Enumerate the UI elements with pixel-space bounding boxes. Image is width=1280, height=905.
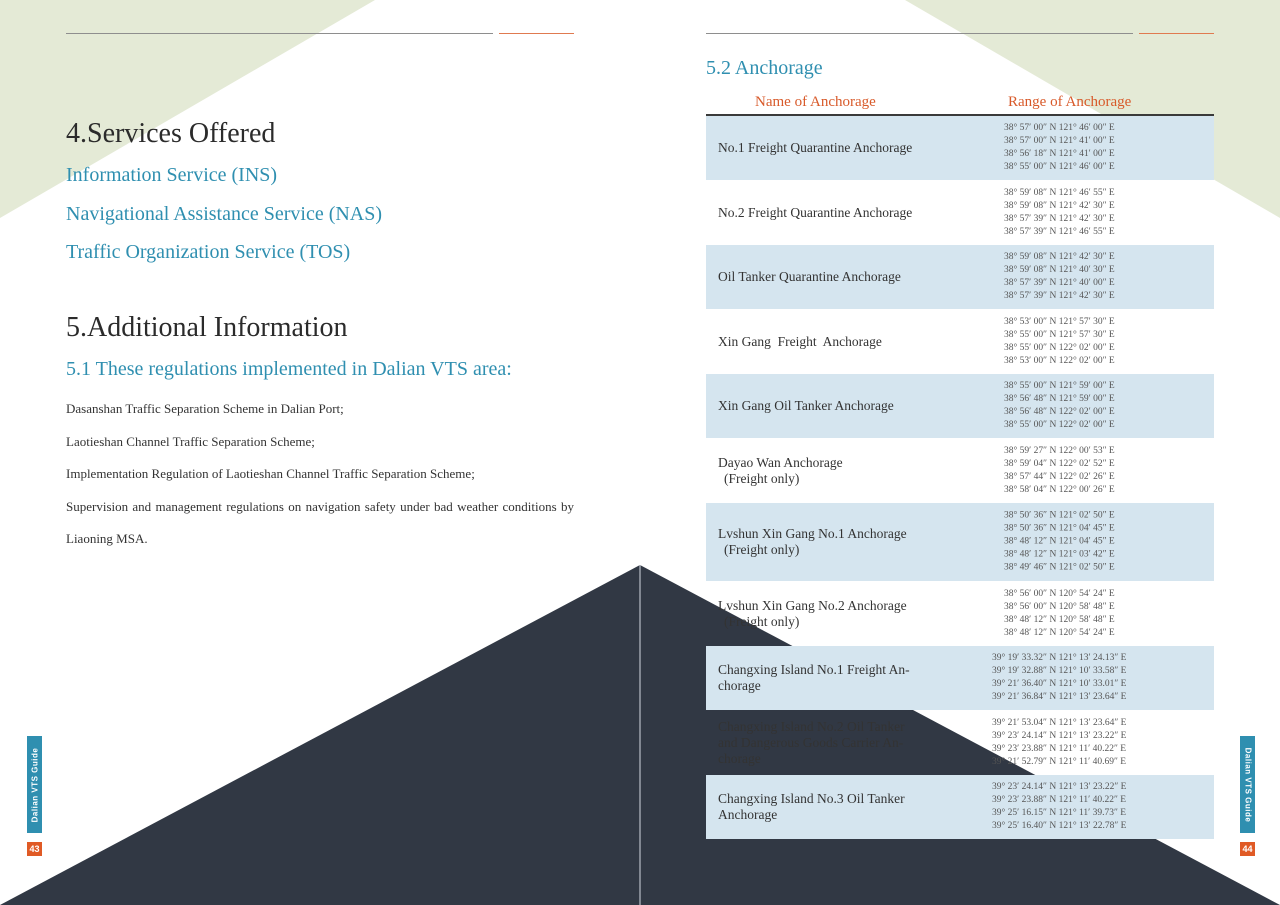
regulation-item: Supervision and management regulations on navigation safety under bad weather conditions by Liaoning MSA. (66, 498, 574, 546)
coord-line: 38° 57′ 00″ N 121° 41′ 00″ E (1004, 136, 1115, 146)
coord-line: 38° 56′ 00″ N 120° 54′ 24″ E (1004, 588, 1115, 599)
anchorage-name-text: Changxing Island No.3 Oil Tanker Anchorage (718, 791, 905, 822)
anchorage-name-text: No.1 Freight Quarantine Anchorage (718, 140, 913, 155)
right-page-number: 44 (1240, 842, 1255, 856)
column-header-name: Name of Anchorage (755, 94, 876, 110)
anchorage-name-note: (Freight only) (724, 613, 800, 629)
table-row (706, 438, 1214, 503)
coord-line: 38° 48′ 12″ N 120° 54′ 24″ E (1004, 627, 1115, 638)
anchorage-name (718, 598, 930, 630)
left-top-rule-gray (66, 33, 493, 34)
anchorage-name-text: Lvshun Xin Gang No.1 Anchorage (718, 526, 907, 541)
anchorage-name (718, 205, 930, 221)
table-row (706, 581, 1214, 646)
coord-line: 38° 58′ 04″ N 122° 00′ 26″ E (1004, 484, 1115, 495)
coord-line: 39° 25′ 16.40″ N 121° 13′ 22.78″ E (992, 821, 1127, 831)
regulations-list (66, 393, 574, 556)
coord-line: 38° 50′ 36″ N 121° 02′ 50″ E (1004, 510, 1115, 521)
coord-line: 39° 23′ 23.88″ N 121° 11′ 40.22″ E (992, 743, 1127, 754)
regulation-item: Laotieshan Channel Traffic Separation Scheme; (66, 433, 315, 449)
coord-line: 38° 57′ 39″ N 121° 46′ 55″ E (1004, 226, 1115, 237)
coord-line: 39° 21′ 36.84″ N 121° 13′ 23.64″ E (992, 692, 1127, 702)
coord-line: 38° 59′ 08″ N 121° 42′ 30″ E (1004, 252, 1115, 262)
coord-line: 38° 55′ 00″ N 121° 57′ 30″ E (1004, 329, 1115, 340)
anchorage-coords (1004, 445, 1115, 497)
coord-line: 38° 48′ 12″ N 120° 58′ 48″ E (1004, 614, 1115, 625)
anchorage-coords (992, 652, 1126, 704)
anchorage-name (718, 334, 930, 350)
coord-line: 38° 57′ 39″ N 121° 42′ 30″ E (1004, 291, 1115, 301)
anchorage-coords (1004, 588, 1115, 640)
coord-line: 38° 48′ 12″ N 121° 04′ 45″ E (1004, 536, 1115, 547)
coord-line: 38° 48′ 12″ N 121° 03′ 42″ E (1004, 549, 1115, 560)
coord-line: 39° 23′ 24.14″ N 121° 13′ 23.22″ E (992, 782, 1127, 792)
coord-line: 38° 55′ 00″ N 121° 46′ 00″ E (1004, 162, 1115, 172)
anchorage-name (718, 398, 930, 414)
section-5-title: 5.Additional Information (66, 312, 348, 343)
coord-line: 38° 57′ 00″ N 121° 46′ 00″ E (1004, 123, 1115, 133)
anchorage-name (718, 455, 930, 487)
table-row (706, 775, 1214, 839)
anchorage-coords (1004, 122, 1115, 174)
anchorage-name-text: Xin Gang Oil Tanker Anchorage (718, 398, 894, 413)
table-row (706, 503, 1214, 581)
table-row (706, 309, 1214, 374)
coord-line: 38° 55′ 00″ N 122° 02′ 00″ E (1004, 342, 1115, 353)
anchorage-name (718, 791, 926, 823)
service-nas: Navigational Assistance Service (NAS) (66, 203, 383, 225)
coord-line: 38° 59′ 08″ N 121° 40′ 30″ E (1004, 265, 1115, 275)
section-5-2-title: 5.2 Anchorage (706, 57, 823, 79)
anchorage-name-text: Xin Gang Freight Anchorage (718, 333, 882, 349)
coord-line: 39° 25′ 16.15″ N 121° 11′ 39.73″ E (992, 808, 1127, 818)
anchorage-name (718, 719, 926, 767)
coord-line: 38° 57′ 39″ N 121° 40′ 00″ E (1004, 278, 1115, 288)
anchorage-coords (992, 717, 1126, 769)
coord-line: 38° 56′ 00″ N 120° 58′ 48″ E (1004, 601, 1115, 612)
service-tos: Traffic Organization Service (TOS) (66, 241, 351, 263)
right-side-label: Dalian VTS Guide (1243, 747, 1252, 822)
section-5-1-title: 5.1 These regulations implemented in Dalian VTS area: (66, 358, 512, 380)
coord-line: 39° 21′ 36.40″ N 121° 10′ 33.01″ E (992, 679, 1127, 689)
table-row (706, 180, 1214, 245)
coord-line: 38° 50′ 36″ N 121° 04′ 45″ E (1004, 523, 1115, 534)
coord-line: 38° 53′ 00″ N 121° 57′ 30″ E (1004, 316, 1115, 327)
anchorage-coords (1004, 380, 1115, 432)
coord-line: 38° 55′ 00″ N 121° 59′ 00″ E (1004, 381, 1115, 391)
anchorage-name-note: (Freight only) (724, 542, 800, 557)
coord-line: 38° 56′ 48″ N 121° 59′ 00″ E (1004, 394, 1115, 404)
coord-line: 38° 59′ 04″ N 122° 02′ 52″ E (1004, 458, 1115, 469)
anchorage-name (718, 526, 930, 558)
anchorage-name (718, 662, 926, 694)
coord-line: 39° 23′ 24.14″ N 121° 13′ 23.22″ E (992, 730, 1127, 741)
column-header-range: Range of Anchorage (1008, 94, 1132, 110)
anchorage-name-text: Changxing Island No.2 Oil Tanker and Dangerous Goods Carrier An-chorage (718, 718, 905, 766)
table-row (706, 646, 1214, 710)
coord-line: 39° 21′ 52.79″ N 121° 11′ 40.69″ E (992, 756, 1127, 767)
coord-line: 38° 59′ 08″ N 121° 42′ 30″ E (1004, 200, 1115, 211)
left-side-label: Dalian VTS Guide (30, 747, 39, 822)
regulation-item: Dasanshan Traffic Separation Scheme in Dalian Port; (66, 401, 344, 416)
table-row (706, 374, 1214, 438)
left-side-tab (27, 736, 42, 833)
left-page-number: 43 (27, 842, 42, 856)
anchorage-coords (1004, 316, 1115, 368)
coord-line: 39° 19′ 32.88″ N 121° 10′ 33.58″ E (992, 666, 1127, 676)
right-top-rule-orange (1139, 33, 1214, 34)
coord-line: 39° 21′ 53.04″ N 121° 13′ 23.64″ E (992, 717, 1127, 728)
anchorage-name (718, 140, 930, 156)
coord-line: 38° 53′ 00″ N 122° 02′ 00″ E (1004, 355, 1115, 366)
coord-line: 38° 59′ 27″ N 122° 00′ 53″ E (1004, 445, 1115, 456)
service-ins: Information Service (INS) (66, 164, 278, 186)
left-top-rule-orange (499, 33, 574, 34)
coord-line: 38° 57′ 44″ N 122° 02′ 26″ E (1004, 471, 1115, 482)
coord-line: 38° 59′ 08″ N 121° 46′ 55″ E (1004, 187, 1115, 198)
coord-line: 39° 19′ 33.32″ N 121° 13′ 24.13″ E (992, 653, 1127, 663)
right-top-rule-gray (706, 33, 1133, 34)
left-dark-triangle (0, 565, 640, 905)
anchorage-name (718, 269, 930, 285)
coord-line: 38° 57′ 39″ N 121° 42′ 30″ E (1004, 213, 1115, 224)
table-row (706, 245, 1214, 309)
coord-line: 39° 23′ 23.88″ N 121° 11′ 40.22″ E (992, 795, 1127, 805)
anchorage-name-text: Dayao Wan Anchorage (718, 454, 843, 470)
table-row (706, 116, 1214, 180)
anchorage-coords (992, 781, 1126, 833)
anchorage-coords (1004, 251, 1115, 303)
coord-line: 38° 49′ 46″ N 121° 02′ 50″ E (1004, 562, 1115, 573)
section-4-title: 4.Services Offered (66, 118, 276, 149)
anchorage-coords (1004, 187, 1115, 239)
right-side-tab (1240, 736, 1255, 833)
anchorage-name-note: (Freight only) (724, 470, 800, 486)
coord-line: 38° 55′ 00″ N 122° 02′ 00″ E (1004, 420, 1115, 430)
regulation-item: Implementation Regulation of Laotieshan Channel Traffic Separation Scheme; (66, 466, 475, 481)
anchorage-name-text: Changxing Island No.1 Freight An-chorage (718, 662, 910, 693)
anchorage-name-text: Oil Tanker Quarantine Anchorage (718, 269, 901, 284)
anchorage-name-text: Lvshun Xin Gang No.2 Anchorage (718, 597, 907, 613)
anchorage-table (706, 116, 1214, 839)
anchorage-name-text: No.2 Freight Quarantine Anchorage (718, 204, 913, 220)
coord-line: 38° 56′ 18″ N 121° 41′ 00″ E (1004, 149, 1115, 159)
anchorage-coords (1004, 510, 1115, 575)
table-row (706, 710, 1214, 775)
coord-line: 38° 56′ 48″ N 122° 02′ 00″ E (1004, 407, 1115, 417)
